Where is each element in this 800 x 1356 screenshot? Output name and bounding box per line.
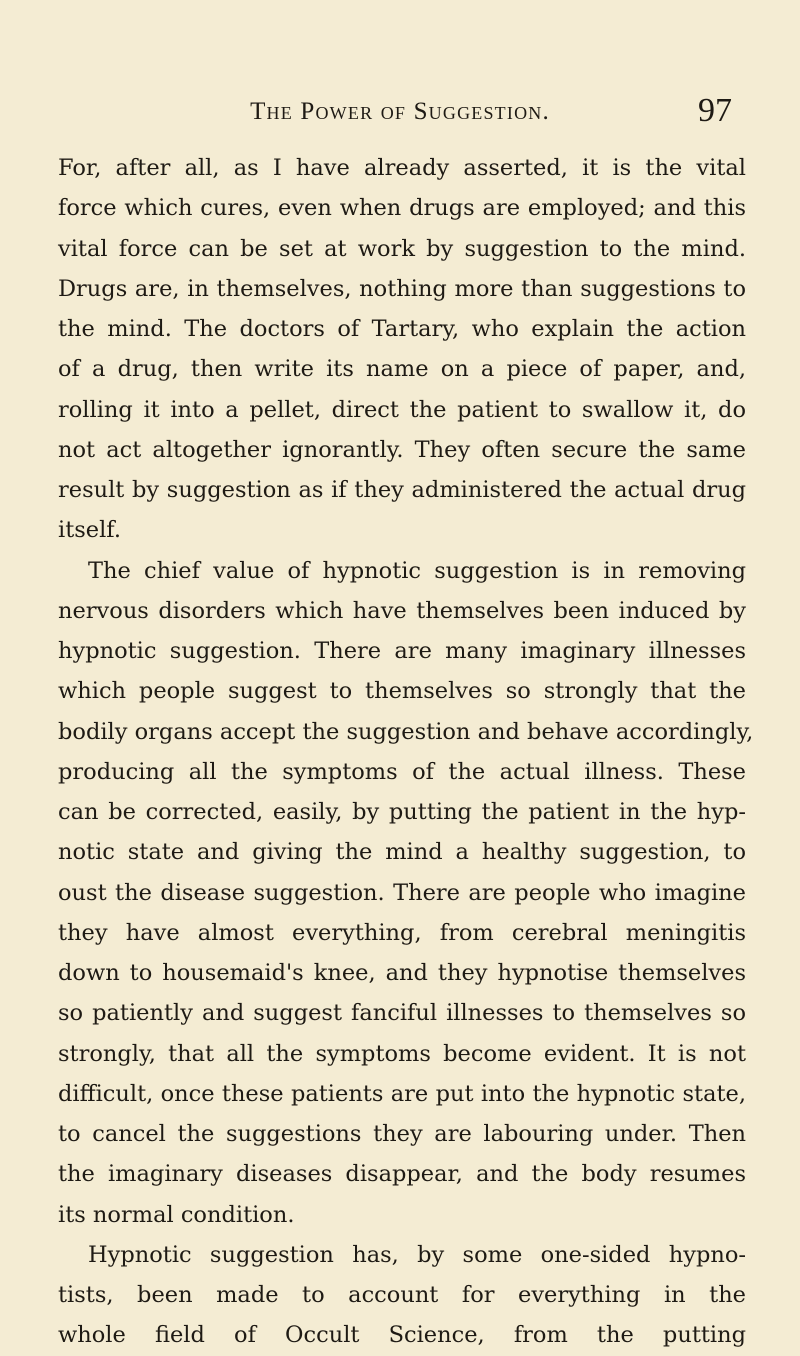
text-line: which people suggest to themselves so strongly that the xyxy=(58,678,746,705)
running-title: The Power of Suggestion. xyxy=(250,98,550,125)
text-line: strongly, that all the symptoms become evident. It is not xyxy=(58,1040,746,1067)
text-line: down to housemaid's knee, and they hypnotise themselves xyxy=(58,960,746,986)
text-line: result by suggestion as if they administered the actual drug xyxy=(58,477,746,503)
running-head xyxy=(0,92,800,132)
text-line: oust the disease suggestion. There are people who imagine xyxy=(58,879,746,906)
body-text xyxy=(58,148,754,1356)
text-line: its normal condition. xyxy=(58,1201,295,1228)
text-line: notic state and giving the mind a healthy suggestion, to xyxy=(58,839,746,866)
text-line: so patiently and suggest fanciful illnesses to themselves so xyxy=(58,1000,746,1027)
text-line: nervous disorders which have themselves been induced by xyxy=(58,597,746,624)
text-line: The chief value of hypnotic suggestion is in removing xyxy=(88,557,746,584)
text-line: difficult, once these patients are put into the hypnotic state, xyxy=(58,1080,746,1107)
text-line: vital force can be set at work by suggestion to the mind. xyxy=(58,235,746,262)
text-line: producing all the symptoms of the actual illness. These xyxy=(58,758,746,785)
text-line: of a drug, then write its name on a piece of paper, and, xyxy=(58,356,746,383)
text-line: itself. xyxy=(58,517,121,544)
text-line: they have almost everything, from cerebral meningitis xyxy=(58,919,746,946)
text-line: rolling it into a pellet, direct the patient to swallow it, do xyxy=(58,396,746,423)
page-number: 97 xyxy=(698,92,732,129)
text-line: the imaginary diseases disappear, and the body resumes xyxy=(58,1161,746,1188)
text-line: whole field of Occult Science, from the putting xyxy=(58,1322,746,1349)
text-line: to cancel the suggestions they are labouring under. Then xyxy=(58,1121,746,1147)
text-line: the mind. The doctors of Tartary, who explain the action xyxy=(58,316,746,342)
text-line: hypnotic suggestion. There are many imaginary illnesses xyxy=(58,638,746,664)
text-line: Hypnotic suggestion has, by some one-sided hypno- xyxy=(88,1241,746,1268)
text-line: Drugs are, in themselves, nothing more than suggestions to xyxy=(58,275,746,302)
text-line: force which cures, even when drugs are employed; and this xyxy=(58,195,746,222)
text-line: can be corrected, easily, by putting the patient in the hyp- xyxy=(58,799,746,825)
text-line: tists, been made to account for everything in the xyxy=(58,1282,746,1308)
text-line: not act altogether ignorantly. They often secure the same xyxy=(58,436,746,463)
text-line: For, after all, as I have already asserted, it is the vital xyxy=(58,155,746,181)
text-line: bodily organs accept the suggestion and behave accordingly, xyxy=(58,718,754,745)
